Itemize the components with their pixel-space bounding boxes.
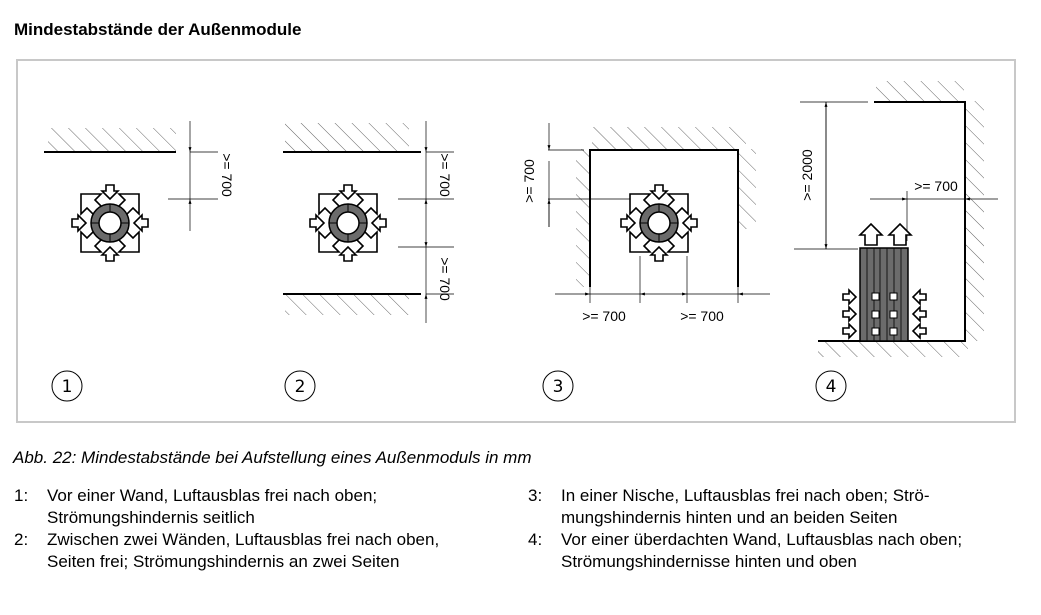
legend-text: Vor einer überdachten Wand, Luftausblas nach oben; Strömungshindernisse hinten und oben <box>561 530 963 571</box>
legend-left <box>14 485 484 573</box>
legend-item <box>14 529 484 573</box>
figure-frame <box>16 59 1016 423</box>
dimension-label: >= 700 <box>680 308 724 324</box>
dimension-label: >= 2000 <box>799 149 815 201</box>
legend-text: Zwischen zwei Wänden, Luftausblas frei nach oben, Seiten frei; Strömungshindernis an zwei Seiten <box>47 530 440 571</box>
legend-item <box>528 485 1028 529</box>
dimension-label: >= 700 <box>914 178 958 194</box>
panel-4 <box>794 81 998 401</box>
panel-number: 1 <box>61 377 73 397</box>
panel-1 <box>44 121 235 401</box>
legend-item <box>14 485 484 529</box>
legend-text: Vor einer Wand, Luftausblas frei nach oben; Strömungshindernis seitlich <box>47 486 378 527</box>
panel-number: 3 <box>552 377 564 397</box>
legend-number: 1: <box>14 486 29 505</box>
panel-2 <box>283 121 454 401</box>
legend-text: In einer Nische, Luftausblas frei nach oben; Strö-mungshindernis hinten und an beiden Seiten <box>561 486 930 527</box>
page-title: Mindestabstände der Außenmodule <box>14 20 302 39</box>
legend-right <box>528 485 1028 573</box>
panel-number: 2 <box>294 377 306 397</box>
legend-number: 3: <box>528 486 543 505</box>
dimension-label: >= 700 <box>521 159 537 203</box>
legend-item <box>528 529 1028 573</box>
figure-caption: Abb. 22: Mindestabstände bei Aufstellung eines Außenmoduls in mm <box>13 448 532 467</box>
dimension-label: >= 700 <box>437 257 453 301</box>
dimension-label: >= 700 <box>437 153 453 197</box>
legend-number: 4: <box>528 530 543 549</box>
panel-3 <box>521 123 770 401</box>
dimension-label: >= 700 <box>219 153 235 197</box>
clearance-diagram <box>18 61 1018 425</box>
legend-number: 2: <box>14 530 29 549</box>
dimension-label: >= 700 <box>582 308 626 324</box>
panel-number: 4 <box>825 377 837 397</box>
